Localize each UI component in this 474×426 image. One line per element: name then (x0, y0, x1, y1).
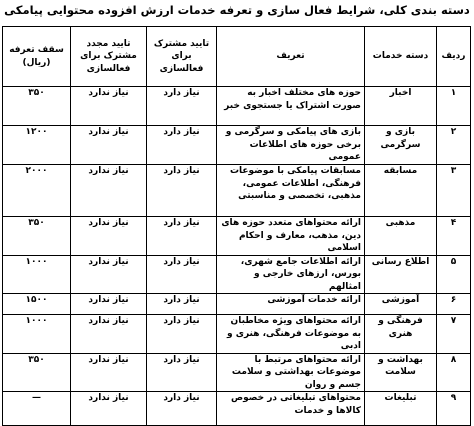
row-category: اطلاع رسانی (365, 255, 437, 294)
row-tariff-cap: ۲۰۰۰ (3, 165, 71, 217)
row-category: فرهنگی و هنری (365, 315, 437, 354)
row-re-approval: نیاز ندارد (71, 315, 147, 354)
header-tariff-cap: سقف تعرفه (ریال) (3, 27, 71, 87)
row-subscriber-approval: نیاز دارد (147, 353, 217, 392)
row-tariff-cap: ۱۵۰۰ (3, 294, 71, 315)
row-category: مذهبی (365, 217, 437, 256)
row-index: ۹ (437, 392, 471, 426)
row-description: ارائه اطلاعات جامع شهری، بورس، ارزهای خارجی و امثالهم (217, 255, 365, 294)
document-title: دسته بندی کلی، شرایط فعال سازی و تعرفه خدمات ارزش افزوده محتوایی پیامکی (4, 3, 470, 17)
row-re-approval: نیاز ندارد (71, 294, 147, 315)
row-description: ارائه محتواهای مرتبط با موضوعات بهداشتی و سلامت جسم و روان (217, 353, 365, 392)
row-category: بازی و سرگرمی (365, 126, 437, 165)
header-subscriber-approval: تایید مشترک برای فعالسازی (147, 27, 217, 87)
row-re-approval: نیاز ندارد (71, 165, 147, 217)
row-index: ۸ (437, 353, 471, 392)
row-subscriber-approval: نیاز دارد (147, 126, 217, 165)
row-description: محتواهای تبلیغاتی در خصوص کالاها و خدمات (217, 392, 365, 426)
row-subscriber-approval: نیاز دارد (147, 255, 217, 294)
table-header (3, 27, 471, 87)
table-body (3, 87, 471, 426)
table-row (3, 315, 471, 354)
table-row (3, 87, 471, 126)
header-description: تعریف (217, 27, 365, 87)
header-category: دسته خدمات (365, 27, 437, 87)
row-subscriber-approval: نیاز دارد (147, 165, 217, 217)
row-re-approval: نیاز ندارد (71, 87, 147, 126)
row-tariff-cap: ۱۰۰۰ (3, 255, 71, 294)
row-subscriber-approval: نیاز دارد (147, 315, 217, 354)
table-row (3, 126, 471, 165)
row-index: ۵ (437, 255, 471, 294)
row-description: بازی های پیامکی و سرگرمی و برخی حوزه های اطلاعات عمومی (217, 126, 365, 165)
table-row (3, 255, 471, 294)
row-index: ۲ (437, 126, 471, 165)
row-description: مسابقات پیامکی با موضوعات فرهنگی، اطلاعات عمومی، مذهبی، تخصصی و مناسبتی (217, 165, 365, 217)
header-row (3, 27, 471, 87)
row-category: آموزشی (365, 294, 437, 315)
table-row (3, 165, 471, 217)
row-subscriber-approval: نیاز دارد (147, 392, 217, 426)
services-table (2, 26, 471, 426)
row-tariff-cap: ۳۵۰ (3, 87, 71, 126)
header-index: ردیف (437, 27, 471, 87)
row-re-approval: نیاز ندارد (71, 255, 147, 294)
row-tariff-cap: — (3, 392, 71, 426)
row-re-approval: نیاز ندارد (71, 392, 147, 426)
header-re-approval: تایید مجدد مشترک برای فعالسازی (71, 27, 147, 87)
row-index: ۷ (437, 315, 471, 354)
row-tariff-cap: ۱۲۰۰ (3, 126, 71, 165)
row-category: مسابقه (365, 165, 437, 217)
row-tariff-cap: ۳۵۰ (3, 217, 71, 256)
row-description: ارائه محتواهای متعدد حوزه های دین، مذهب، معارف و احکام اسلامی (217, 217, 365, 256)
row-category: بهداشت و سلامت (365, 353, 437, 392)
row-tariff-cap: ۱۰۰۰ (3, 315, 71, 354)
table-row (3, 392, 471, 426)
row-category: تبلیغات (365, 392, 437, 426)
row-subscriber-approval: نیاز دارد (147, 217, 217, 256)
row-category: اخبار (365, 87, 437, 126)
table-row (3, 294, 471, 315)
row-index: ۶ (437, 294, 471, 315)
table-row (3, 353, 471, 392)
row-subscriber-approval: نیاز دارد (147, 87, 217, 126)
row-tariff-cap: ۳۵۰ (3, 353, 71, 392)
row-index: ۱ (437, 87, 471, 126)
row-subscriber-approval: نیاز دارد (147, 294, 217, 315)
row-index: ۴ (437, 217, 471, 256)
row-re-approval: نیاز ندارد (71, 126, 147, 165)
table-row (3, 217, 471, 256)
row-re-approval: نیاز ندارد (71, 353, 147, 392)
row-description: حوزه های مختلف اخبار به صورت اشتراک یا جستجوی خبر (217, 87, 365, 126)
row-re-approval: نیاز ندارد (71, 217, 147, 256)
row-index: ۳ (437, 165, 471, 217)
row-description: ارائه خدمات آموزشی (217, 294, 365, 315)
row-description: ارائه محتواهای ویژه مخاطبان به موضوعات فرهنگی، هنری و ادبی (217, 315, 365, 354)
